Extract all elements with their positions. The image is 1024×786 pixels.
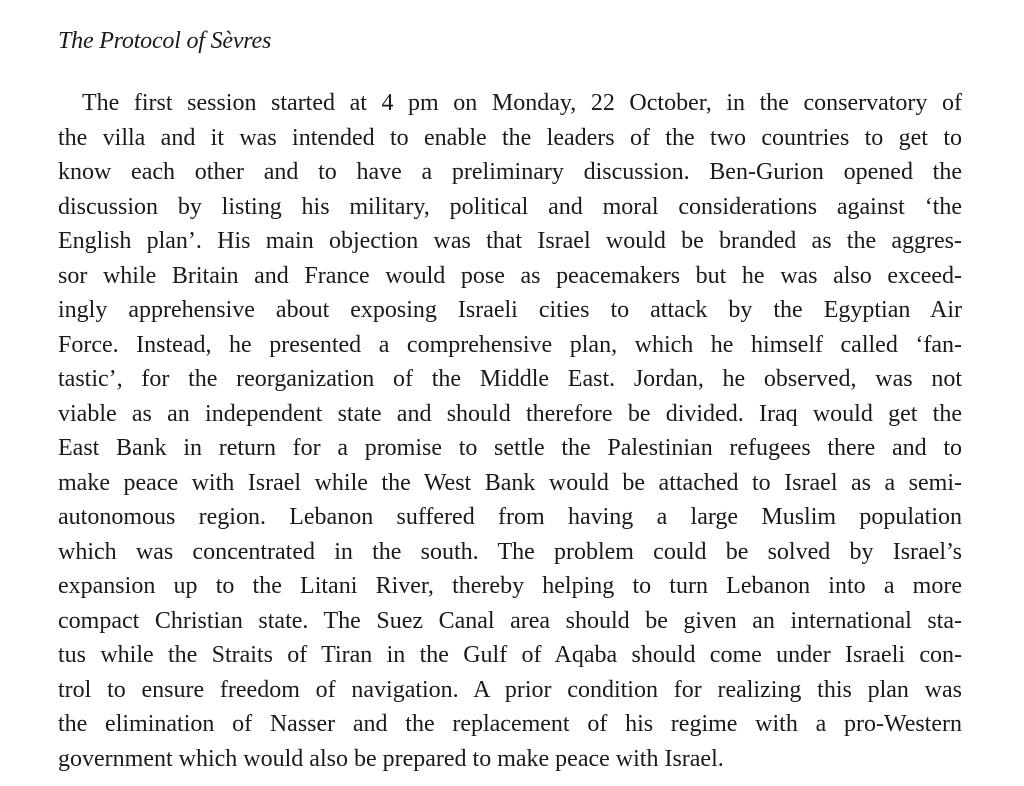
paragraph-line: East Bank in return for a promise to settle the Palestinian refugees there and to — [58, 435, 962, 461]
running-header-title: The Protocol of Sèvres — [58, 28, 272, 54]
paragraph-line: compact Christian state. The Suez Canal area should be given an international sta- — [58, 607, 962, 634]
paragraph-line: autonomous region. Lebanon suffered from having a large Muslim population — [58, 504, 962, 530]
paragraph-line: make peace with Israel while the West Bank would be attached to Israel as a semi- — [58, 469, 962, 496]
book-page — [58, 24, 962, 776]
paragraph-line: expansion up to the Litani River, thereby helping to turn Lebanon into a more — [58, 573, 962, 599]
paragraph-line: sor while Britain and France would pose as peacemakers but he was also exceed- — [58, 262, 962, 289]
paragraph-line: tastic’, for the reorganization of the Middle East. Jordan, he observed, was not — [58, 366, 962, 392]
paragraph-line: ingly apprehensive about exposing Israeli cities to attack by the Egyptian Air — [58, 297, 962, 323]
paragraph-line: The first session started at 4 pm on Monday, 22 October, in the conservatory of — [82, 90, 962, 116]
paragraph-line: the villa and it was intended to enable the leaders of the two countries to get to — [58, 124, 962, 151]
paragraph-line: trol to ensure freedom of navigation. A prior condition for realizing this plan was — [58, 676, 962, 703]
body-paragraph — [58, 86, 962, 776]
paragraph-line: viable as an independent state and should therefore be divided. Iraq would get the — [58, 400, 962, 427]
paragraph-line: Force. Instead, he presented a comprehensive plan, which he himself called ‘fan- — [58, 331, 962, 358]
paragraph-line: which was concentrated in the south. The problem could be solved by Israel’s — [58, 538, 962, 565]
paragraph-line: discussion by listing his military, political and moral considerations against ‘the — [58, 193, 962, 220]
paragraph-line: tus while the Straits of Tiran in the Gulf of Aqaba should come under Israeli con- — [58, 642, 962, 668]
paragraph-line: know each other and to have a preliminary discussion. Ben-Gurion opened the — [58, 159, 962, 185]
paragraph-line: government which would also be prepared to make peace with Israel. — [58, 745, 724, 772]
paragraph-line: English plan’. His main objection was that Israel would be branded as the aggres- — [58, 228, 962, 254]
paragraph-line: the elimination of Nasser and the replacement of his regime with a pro-Western — [58, 711, 962, 737]
